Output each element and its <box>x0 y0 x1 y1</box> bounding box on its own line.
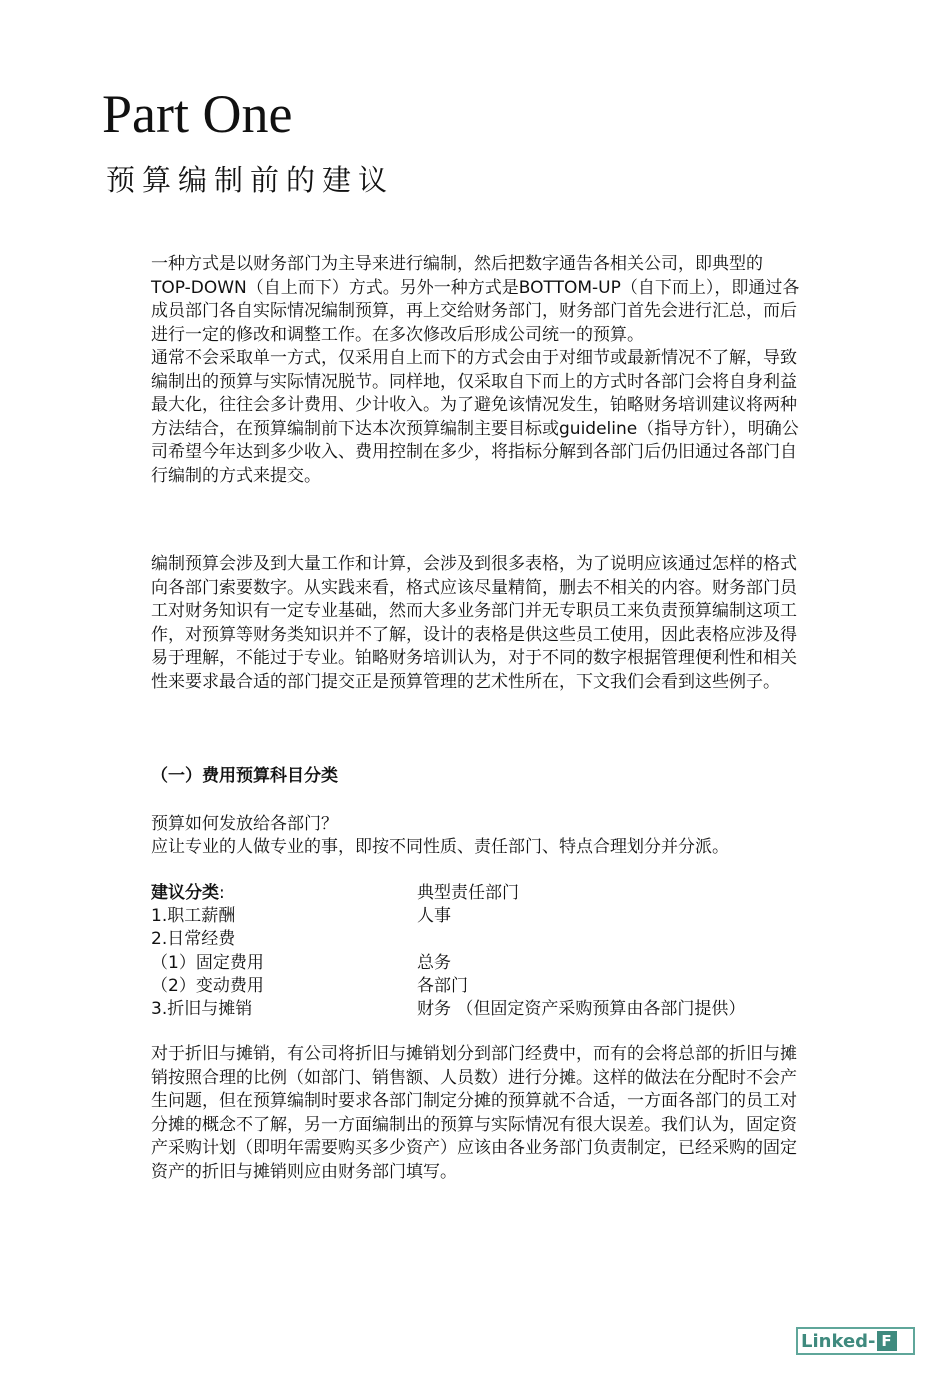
category-name: （2）变动费用 <box>151 976 264 996</box>
intro-paragraph-3-text: 编制预算会涉及到大量工作和计算，会涉及到很多表格，为了说明应该通过怎样的格式向各部门索要数字。从实践来看，格式应该尽量精简，删去不相关的内容。财务部门员工对财务知识有一定专业基础，然而大多业务部门并无专职员工来负责预算编制这项工作，对预算等财务类知识并不了解，设计的表格是供这些员工使用，因此表格应涉及得易于理解，不能过于专业。铂略财务培训认为，对于不同的数字根据管理便利性和相关性来要求最合适的部门提交正是预算管理的艺术性所在，下文我们会看到这些例子。 <box>151 554 797 692</box>
linked-f-logo <box>796 1327 915 1355</box>
category-name: （1）固定费用 <box>151 953 264 973</box>
responsible-department: 各部门 <box>417 976 468 996</box>
closing-paragraph-text: 对于折旧与摊销，有公司将折旧与摊销划分到部门经费中，而有的会将总部的折旧与摊销按照合理的比例（如部门、销售额、人员数）进行分摊。这样的做法在分配时不会产生问题，但在预算编制时要求各部门制定分摊的预算就不合适，一方面各部门的员工对分摊的概念不了解，另一方面编制出的预算与实际情况有很大误差。我们认为，固定资产采购计划（即明年需要购买多少资产）应该由各业务部门负责制定，已经采购的固定资产的折旧与摊销则应由财务部门填写。 <box>151 1044 797 1182</box>
closing-paragraph <box>151 1043 801 1184</box>
category-name: 1.职工薪酬 <box>151 906 236 926</box>
department-header-label: 典型责任部门 <box>417 883 519 903</box>
category-table-header <box>151 882 519 906</box>
section-answer: 应让专业的人做专业的事，即按不同性质、责任部门、特点合理划分并分派。 <box>151 837 729 857</box>
category-row <box>151 952 451 976</box>
category-name: 3.折旧与摊销 <box>151 999 253 1019</box>
page-subtitle: 预算编制前的建议 <box>106 163 395 197</box>
intro-section <box>151 253 801 488</box>
logo-text: Linked- <box>801 1330 876 1352</box>
intro-paragraph-1: 一种方式是以财务部门为主导来进行编制，然后把数字通告各相关公司，即典型的TOP-DOWN（自上而下）方式。另外一种方式是BOTTOM-UP（自下而上），即通过各成员部门各自实际情况编制预算，再上交给财务部门，财务部门首先会进行汇总，而后进行一定的修改和调整工作。在多次修改后形成公司统一的预算。 <box>151 254 800 345</box>
category-name: 2.日常经费 <box>151 929 236 949</box>
intro-paragraph-3 <box>151 553 801 694</box>
section-heading: （一）费用预算科目分类 <box>151 766 338 786</box>
responsible-department: 人事 <box>417 906 451 926</box>
category-row <box>151 928 235 952</box>
category-header-colon: : <box>219 883 225 903</box>
category-header-label: 建议分类 <box>151 883 219 903</box>
category-row <box>151 975 468 999</box>
intro-paragraph-2: 通常不会采取单一方式，仅采用自上而下的方式会由于对细节或最新情况不了解，导致编制出的预算与实际情况脱节。同样地，仅采取自下而上的方式时各部门会将自身利益最大化，往往会多计费用、少计收入。为了避免该情况发生，铂略财务培训建议将两种方法结合，在预算编制前下达本次预算编制主要目标或guideline（指导方针），明确公司希望今年达到多少收入、费用控制在多少，将指标分解到各部门后仍旧通过各部门自行编制的方式来提交。 <box>151 348 799 486</box>
category-row <box>151 998 746 1022</box>
responsible-department: 总务 <box>417 953 451 973</box>
responsible-department: 财务 （但固定资产采购预算由各部门提供） <box>417 999 746 1019</box>
section-question: 预算如何发放给各部门？ <box>151 814 338 834</box>
logo-mark-icon: F <box>877 1331 897 1351</box>
category-row <box>151 905 451 929</box>
page-title: Part One <box>102 84 293 144</box>
